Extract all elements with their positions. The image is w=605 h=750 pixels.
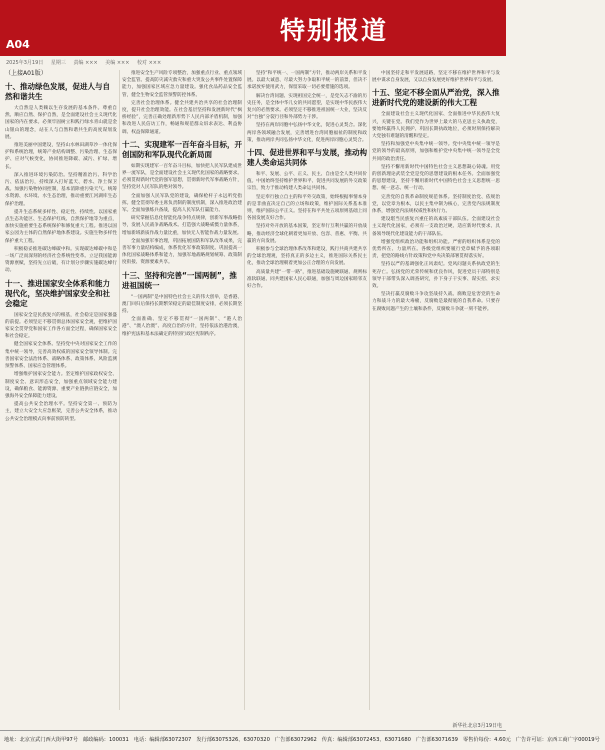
footer-item: 传真：编辑部63072453、63071680 — [321, 737, 411, 743]
footer-item: 广告许可证：京西工商广字00019号 — [515, 737, 600, 743]
body-paragraph: 全面建设社会主义现代化国家、全面推进中华民族伟大复兴，关键在党。我们党作为世界上最大的马克思主义执政党，要始终赢得人民拥护、巩固长期执政地位，必须时刻保持解决大党独有难题的清醒和坚定。 — [372, 112, 500, 140]
body-paragraph: 建设堪当民族复兴重任的高素质干部队伍。全面建设社会主义现代化国家，必须有一支政治过硬、适应新时代要求、具备领导现代化建设能力的干部队伍。 — [372, 217, 500, 237]
body-paragraph: 完善社会治理体系。健全共建共治共享的社会治理制度，提升社会治理效能。在社会基层坚持和发展新时代“枫桥经验”，完善正确处理新形势下人民内部矛盾机制，加强和改进人民信访工作，畅通和规范群众诉求表达、利益协调、权益保障通道。 — [122, 100, 242, 135]
body-paragraph: 国家安全是民族复兴的根基，社会稳定是国家强盛的前提。必须坚定不移贯彻总体国家安全观，把维护国家安全贯穿党和国家工作各方面全过程，确保国家安全和社会稳定。 — [5, 312, 117, 340]
article-column-1 — [5, 70, 117, 710]
dateline: 新华社北京3月19日电 — [452, 723, 502, 729]
footer-item: 零售价每份：4.60元 — [462, 737, 511, 743]
body-paragraph: 增强维护国家安全能力。坚定维护国家政权安全、制度安全、意识形态安全，加强重点领域安全能力建设，确保粮食、能源资源、重要产业链供应链安全，加强海外安全保障能力建设。 — [5, 372, 117, 399]
body-paragraph: 提升生态系统多样性、稳定性、持续性。以国家重点生态功能区、生态保护红线、自然保护地等为重点，加快实施重要生态系统保护和修复重大工程。推进以国家公园为主体的自然保护地体系建设。实施生物多样性保护重大工程。 — [5, 209, 117, 244]
body-paragraph: 全面加强军事治理，巩固拓展国防和军队改革成果，完善军事力量结构编成，体系优化军事政策制度。巩固提高一体化国家战略体系和能力，加强军地战略规划统筹、政策制度衔接、资源要素共享。 — [122, 238, 242, 266]
body-paragraph: 全面准确、坚定不移贯彻“一国两制”、“港人治港”、“澳人治澳”、高度自治的方针，坚持依法治港治澳，维护宪法和基本法确定的特别行政区宪制秩序。 — [122, 317, 242, 337]
body-paragraph: 推进安全生产风险专项整治，加强重点行业、重点领域安全监管。提高防灾减灾救灾和重大突发公共事件处置保障能力，加强国家区域应急力量建设。强化食品药品安全监管，健全生物安全监管预警防控体系。 — [122, 71, 242, 98]
article-column-4 — [372, 70, 500, 710]
body-paragraph: 坚持不懈用新时代中国特色社会主义思想凝心铸魂。用党的创新理论武装全党是党的思想建设的根本任务。全面加强党的思想建设，坚持不懈用新时代中国特色社会主义思想统一思想、统一意志、统一行动。 — [372, 164, 500, 192]
body-paragraph: 健全国家安全体系。坚持党中央对国家安全工作的集中统一领导，完善高效权威的国家安全领导体制。完善国家安全法治体系、战略体系、政策体系、风险监测预警体系、国家应急管理体系。 — [5, 342, 117, 370]
body-paragraph: 积极参与全球治理体系改革和建设，践行共商共建共享的全球治理观，坚持真正的多边主义，推进国际关系民主化，推动全球治理朝着更加公正合理的方向发展。 — [247, 247, 367, 267]
section-title: 特别报道 — [279, 16, 388, 45]
article-column-2 — [122, 70, 242, 710]
page-number: A04 — [6, 38, 30, 51]
issue-weekday: 星期三 — [50, 60, 66, 66]
column-divider — [244, 70, 245, 710]
body-paragraph: 坚持以严的基调强化正风肃纪。党风问题关系执政党的生死存亡。弘扬党的光荣传统和优良作风，促进党员干部特别是领导干部带头深入调查研究，扑下身子干实事、谋实招、求实效。 — [372, 262, 500, 290]
body-paragraph: 和平、发展、公平、正义、民主、自由是全人类共同价值。中国始终坚持维护世界和平、促进共同发展的外交政策宗旨，致力于推动构建人类命运共同体。 — [247, 172, 367, 192]
footer-item: 邮政编码：100031 — [83, 737, 129, 743]
body-paragraph: 高质量共建“一带一路”，推进基础设施硬联通、规则标准软联通、同共建国家人民心联通，加强与周边国家睦邻友好合作。 — [247, 269, 367, 290]
body-paragraph: 积极稳妥推进碳达峰碳中和。实现碳达峰碳中和是一场广泛而深刻的经济社会系统性变革。立足我国能源资源禀赋，坚持先立后破，有计划分步骤实施碳达峰行动。 — [5, 246, 117, 274]
body-paragraph: 中国坚持走和平发展道路，坚定不移在维护世界和平与发展中谋求自身发展，又以自身发展更好维护世界和平与发展。 — [372, 71, 500, 84]
body-paragraph: 坚定奉行独立自主的和平外交政策，始终根据事情本身的是非曲直决定自己的立场和政策，维护国际关系基本准则，维护国际公平正义。坚持在和平共处五项原则基础上同各国发展友好合作。 — [247, 194, 367, 222]
body-paragraph: 增强党组织政治功能和组织功能。严密的组织体系是党的优势所在、力量所在。各级党组织要履行党章赋予的各项职责，把党的路线方针政策和党中央决策部署贯彻落实好。 — [372, 239, 500, 260]
section-heading: 十二、实现建军一百年奋斗目标，开创国防和军队现代化新局面 — [122, 139, 242, 159]
body-paragraph: 推进美丽中国建设，坚持山水林田湖草沙一体化保护和系统治理，统筹产业结构调整、污染治理、生态保护、应对气候变化，协同推进降碳、减污、扩绿、增长。 — [5, 143, 117, 170]
section-heading: 十四、促进世界和平与发展，推动构建人类命运共同体 — [247, 148, 367, 168]
editor-credit: 责编 ××× — [73, 60, 98, 66]
footer-item: 广告部63072962 — [274, 737, 317, 743]
footer-item: 电话：编辑部63072307 — [133, 737, 192, 743]
footer-item: 广告部63071639 — [415, 737, 458, 743]
section-heading: 十五、坚定不移全面从严治党，深入推进新时代党的建设新的伟大工程 — [372, 88, 500, 108]
footer-rule — [0, 730, 506, 731]
section-banner — [0, 0, 506, 56]
section-heading: 十三、坚持和完善“一国两制”，推进祖国统一 — [122, 270, 237, 290]
section-heading: 十、推动绿色发展，促进人与自然和谐共生 — [5, 82, 110, 101]
publisher-footer — [4, 734, 600, 746]
body-paragraph: 坚决打赢反腐败斗争攻坚战持久战。腐败是危害党的生命力和战斗力的最大毒瘤，反腐败是最彻底的自我革命。只要存在腐败问题产生的土壤和条件，反腐败斗争就一刻不能停。 — [372, 292, 500, 312]
body-paragraph: 坚持对外开放的基本国策，坚定奉行互利共赢的开放战略，推动经济全球化朝着更加开放、包容、普惠、平衡、共赢的方向发展。 — [247, 224, 367, 244]
issue-date: 2025年3月19日 — [6, 60, 44, 66]
body-paragraph: 坚持“和平统一、一国两制”方针，推动两岸关系和平发展。以最大诚意、尽最大努力争取和平统一的前景，但决不承诺放弃使用武力，保留采取一切必要措施的选项。 — [247, 71, 367, 91]
body-paragraph: 坚持和加强党中央集中统一领导。党中央集中统一领导是党的领导的最高原则，加强和维护党中央集中统一领导是全党共同的政治责任。 — [372, 142, 500, 162]
body-paragraph: 提高公共安全治理水平。坚持安全第一、预防为主，建立大安全大应急框架，完善公共安全体系，推动公共安全治理模式向事前预防转型。 — [5, 402, 117, 422]
body-paragraph: 研究掌握信息化智能化战争特点规律，创新军事战略指导，发展人民战争战略战术。打造强大战略威慑力量体系，增加新域新质作战力量比重，加快无人智能作战力量发展。 — [122, 216, 242, 236]
column-divider — [369, 70, 370, 710]
article-column-3 — [247, 70, 367, 710]
continued-from-tag: （上接A01版） — [5, 70, 47, 77]
body-paragraph: 完善党的自我革命制度规范体系。坚持制度治党、依规治党，以党章为根本，以民主集中制为核心，完善党内法规制度体系，增强党内法规权威性和执行力。 — [372, 194, 500, 215]
body-paragraph: “一国两制”是中国特色社会主义的伟大创举，是香港、澳门回归后保持长期繁荣稳定的最佳制度安排，必须长期坚持。 — [122, 294, 242, 315]
footer-item: 地址：北京宣武门西大街甲97号 — [4, 737, 79, 743]
body-paragraph: 全面加强人民军队党的建设，确保枪杆子永远听党指挥。健全贯彻军委主席负责制的制度机制，深入推进政治建军。全面加强练兵备战，提高人民军队打赢能力。 — [122, 193, 242, 214]
body-paragraph: 大自然是人类赖以生存发展的基本条件。尊重自然、顺应自然、保护自然，是全面建设社会主义现代化国家的内在要求。必须牢固树立和践行绿水青山就是金山银山的理念，站在人与自然和谐共生的高度谋划发展。 — [5, 106, 117, 140]
body-paragraph: 如期实现建军一百年奋斗目标，加快把人民军队建成世界一流军队，是全面建设社会主义现代化国家的战略要求。必须贯彻新时代党的强军思想，贯彻新时代军事战略方针，坚持党对人民军队的绝对领导。 — [122, 163, 242, 191]
section-heading: 十一、推进国家安全体系和能力现代化，坚决维护国家安全和社会稳定 — [5, 278, 110, 308]
body-paragraph: 坚持在两岸同胞中弘扬中华文化，促进心灵契合。深化两岸各领域融合发展，完善增进台湾同胞福祉的制度和政策，推动两岸共同弘扬中华文化，促进两岸同胞心灵契合。 — [247, 123, 367, 143]
designer-credit: 美编 ××× — [105, 60, 130, 66]
body-paragraph: 解决台湾问题、实现祖国完全统一，是党矢志不渝的历史任务，是全体中华儿女的共同愿望，是实现中华民族伟大复兴的必然要求。必须坚定不移推进祖国统一大业，坚决反对“台独”分裂行径和外部势力干涉。 — [247, 93, 367, 121]
body-paragraph: 深入推进环境污染防治。坚持精准治污、科学治污、依法治污，持续深入打好蓝天、碧水、净土保卫战。加强污染物协同控制，基本消除重污染天气。统筹水资源、水环境、水生态治理，推动重要江河湖库生态保护治理。 — [5, 172, 117, 207]
proofreader-credit: 校对 ××× — [137, 60, 162, 66]
issue-meta-line — [6, 59, 500, 67]
column-divider — [119, 70, 120, 710]
footer-item: 发行部63075326、63070320 — [196, 737, 270, 743]
